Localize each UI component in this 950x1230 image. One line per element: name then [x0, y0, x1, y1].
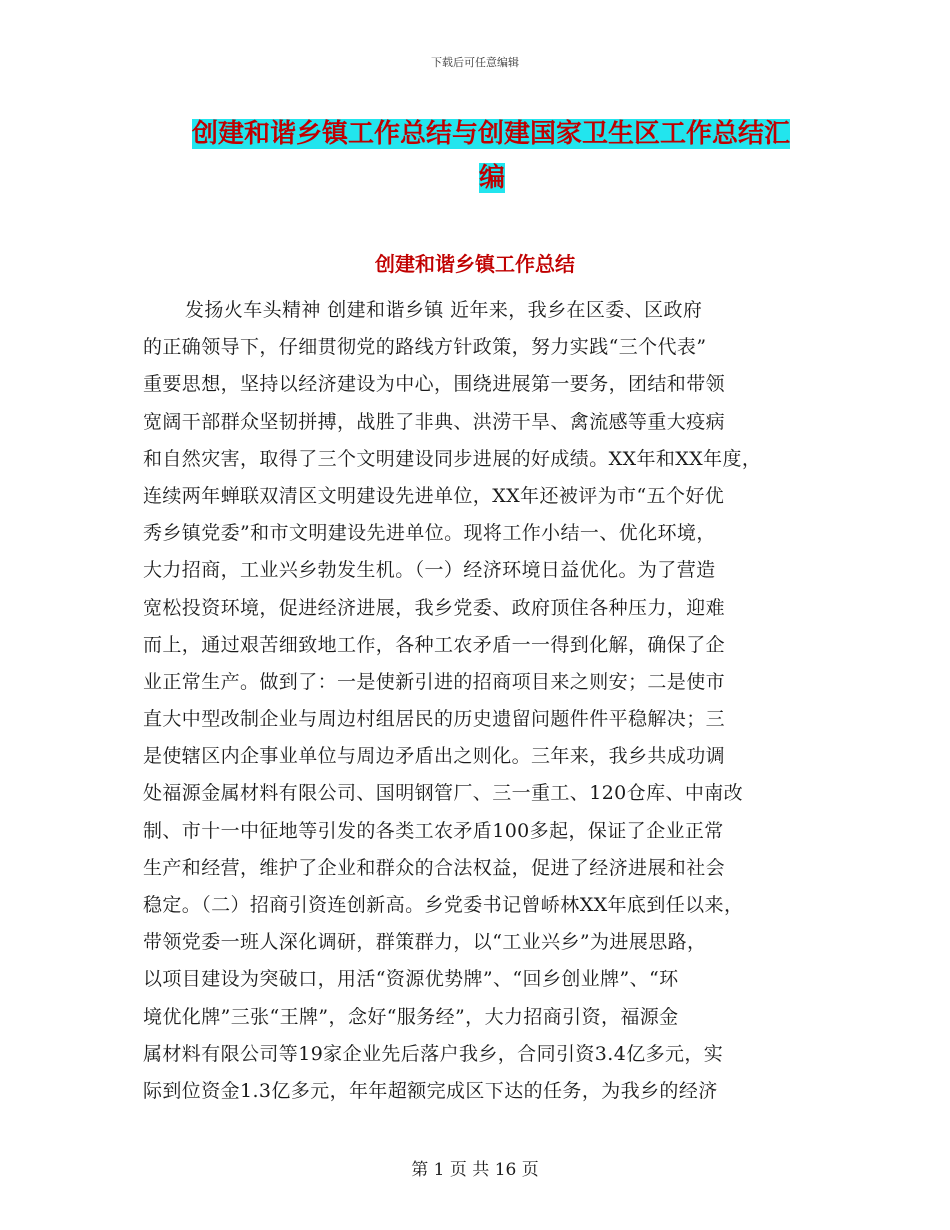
body-line: 直大中型改制企业与周边村组居民的历史遗留问题件件平稳解决；三 [143, 708, 726, 731]
body-line: 秀乡镇党委”和市文明建设先进单位。现将工作小结一、优化环境， [143, 522, 716, 545]
body-line: 属材料有限公司等19家企业先后落户我乡，合同引资3.4亿多元，实 [143, 1042, 724, 1065]
body-line: 境优化牌”三张“王牌”，念好“服务经”，大力招商引资，福源金 [143, 1005, 679, 1028]
document-title-line1: 创建和谐乡镇工作总结与创建国家卫生区工作总结汇 [192, 119, 791, 149]
body-line: 而上，通过艰苦细致地工作，各种工农矛盾一一得到化解，确保了企 [143, 633, 726, 656]
body-line: 带领党委一班人深化调研，群策群力，以“工业兴乡”为进展思路， [143, 931, 707, 954]
body-line: 是使辖区内企事业单位与周边矛盾出之则化。三年来，我乡共成功调 [143, 745, 726, 768]
body-line: 际到位资金1.3亿多元，年年超额完成区下达的任务，为我乡的经济 [143, 1079, 718, 1102]
section-title: 创建和谐乡镇工作总结 [375, 252, 575, 276]
page-footer: 第 1 页 共 16 页 [411, 1160, 539, 1180]
document-title-line2: 编 [478, 163, 505, 193]
body-line: 重要思想，坚持以经济建设为中心，围绕进展第一要务，团结和带领 [143, 373, 726, 396]
document-title-line2-wrap [192, 156, 792, 200]
body-line: 稳定。（二）招商引资连创新高。乡党委书记曾峤林XX年底到任以来， [143, 894, 744, 916]
body-line: 生产和经营，维护了企业和群众的合法权益，促进了经济进展和社会 [143, 856, 726, 879]
body-line: 宽松投资环境，促进经济进展，我乡党委、政府顶住各种压力，迎难 [143, 596, 726, 619]
body-line: 以项目建设为突破口，用活“资源优势牌”、“回乡创业牌”、“环 [143, 968, 679, 991]
body-line: 大力招商，工业兴乡勃发生机。（一）经济环境日益优化。为了营造 [143, 559, 716, 582]
body-text [143, 292, 823, 1110]
body-line: 业正常生产。做到了：一是使新引进的招商项目来之则安；二是使市 [143, 670, 726, 693]
body-line: 和自然灾害，取得了三个文明建设同步进展的好成绩。XX年和XX年度， [143, 447, 762, 470]
body-line: 连续两年蝉联双清区文明建设先进单位，XX年还被评为市“五个好优 [143, 484, 725, 507]
header-note: 下载后可任意编辑 [431, 56, 519, 69]
body-line: 宽阔干部群众坚韧拼搏，战胜了非典、洪涝干旱、禽流感等重大疫病 [143, 410, 726, 433]
body-line: 的正确领导下，仔细贯彻党的路线方针政策，努力实践“三个代表” [143, 336, 707, 359]
body-line: 制、市十一中征地等引发的各类工农矛盾100多起，保证了企业正常 [143, 819, 724, 842]
document-title [192, 112, 812, 200]
body-line: 发扬火车头精神 创建和谐乡镇 近年来，我乡在区委、区政府 [185, 299, 703, 321]
body-line: 处福源金属材料有限公司、国明钢管厂、三一重工、120仓库、中南改 [143, 782, 744, 805]
